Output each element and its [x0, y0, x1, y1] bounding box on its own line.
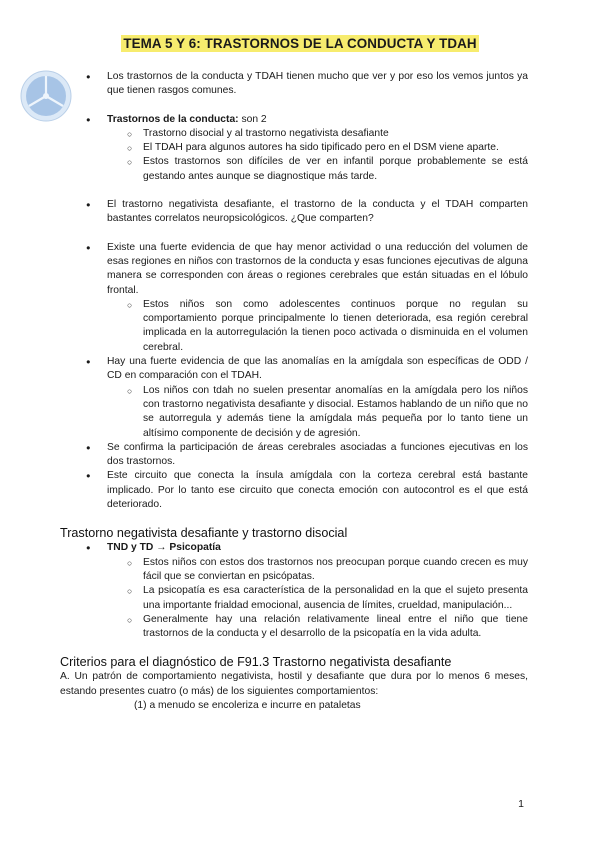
list-item: ● Se confirma la participación de áreas cerebrales asociadas a funciones ejecutivas en los dos trastornos.	[72, 441, 528, 470]
sub-list-item: ○ Generalmente hay una relación relativamente lineal entre el niño que tiene trastornos de la conducta y el desarrollo de la psicopatía en la vida adulta.	[72, 613, 528, 642]
sub-list-item: ○ Los niños con tdah no suelen presentar anomalías en la amígdala pero los niños con trastorno negativista desafiante y disocial. Estamos hablando de un niño que no se autorregula y además tiene la amígdala más pequeña por lo tanto tiene un altísimo componente de decisión y de agresión.	[72, 384, 528, 441]
sub-list-item: ○ La psicopatía es esa característica de la personalidad en la que el sujeto presenta una importante frialdad emocional, ausencia de límites, crueldad, manipulación...	[72, 584, 528, 613]
list-item: ● Trastornos de la conducta: son 2	[72, 113, 528, 127]
sub-list-item: ○ Trastorno disocial y al trastorno negativista desafiante	[72, 127, 528, 141]
criterion-item: (1) a menudo se encoleriza e incurre en pataletas	[134, 699, 361, 711]
document-body	[60, 70, 528, 713]
section-heading: Criterios para el diagnóstico de F91.3 Trastorno negativista desafiante	[60, 655, 452, 670]
list-item: ● Existe una fuerte evidencia de que hay menor actividad o una reducción del volumen de esas regiones en niños con trastornos de la conducta y esas funciones ejecutivas de alguna manera se corresponden con áreas o regiones cerebrales que están situadas en el lóbulo frontal.	[72, 241, 528, 298]
list-item: ● TND y TD → Psicopatía	[72, 541, 528, 555]
sub-list-item: ○ Estos niños con estos dos trastornos nos preocupan porque cuando crecen es muy fácil que se conviertan en psicópatas.	[72, 556, 528, 585]
list-item: ● El trastorno negativista desafiante, el trastorno de la conducta y el TDAH comparten bastantes correlatos neuropsicológicos. ¿Que comparten?	[72, 198, 528, 227]
page-number: 1	[518, 798, 524, 810]
list-item: ● Los trastornos de la conducta y TDAH tienen mucho que ver y por eso los vemos juntos ya que tienen rasgos comunes.	[72, 70, 528, 99]
section-heading: Trastorno negativista desafiante y trastorno disocial	[60, 526, 348, 541]
list-item: ● Este circuito que conecta la ínsula amígdala con la corteza cerebral está bastante implicado. Por lo tanto ese circuito que conecta emoción con autocontrol es el que está deteriorado.	[72, 469, 528, 512]
sub-list-item: ○ El TDAH para algunos autores ha sido tipificado pero en el DSM viene aparte.	[72, 141, 528, 155]
paragraph: A. Un patrón de comportamiento negativista, hostil y desafiante que dura por lo menos 6 meses, estando presentes cuatro (o más) de los siguientes comportamientos:	[60, 671, 528, 697]
page-title: TEMA 5 Y 6: TRASTORNOS DE LA CONDUCTA Y TDAH	[123, 36, 477, 51]
sub-list-item: ○ Estos niños son como adolescentes continuos porque no regulan su comportamiento porque principalmente lo tienen deteriorada, esa región cerebral implicada en la autorregulación la tienen poco activada o disminuida en el volumen cerebral.	[72, 298, 528, 355]
university-logo-icon	[20, 70, 72, 122]
sub-list-item: ○ Estos trastornos son difíciles de ver en infantil porque probablemente se está gestando antes aunque se diagnostique más tarde.	[72, 155, 528, 184]
list-item: ● Hay una fuerte evidencia de que las anomalías en la amígdala son específicas de ODD / CD en comparación con el TDAH.	[72, 355, 528, 384]
